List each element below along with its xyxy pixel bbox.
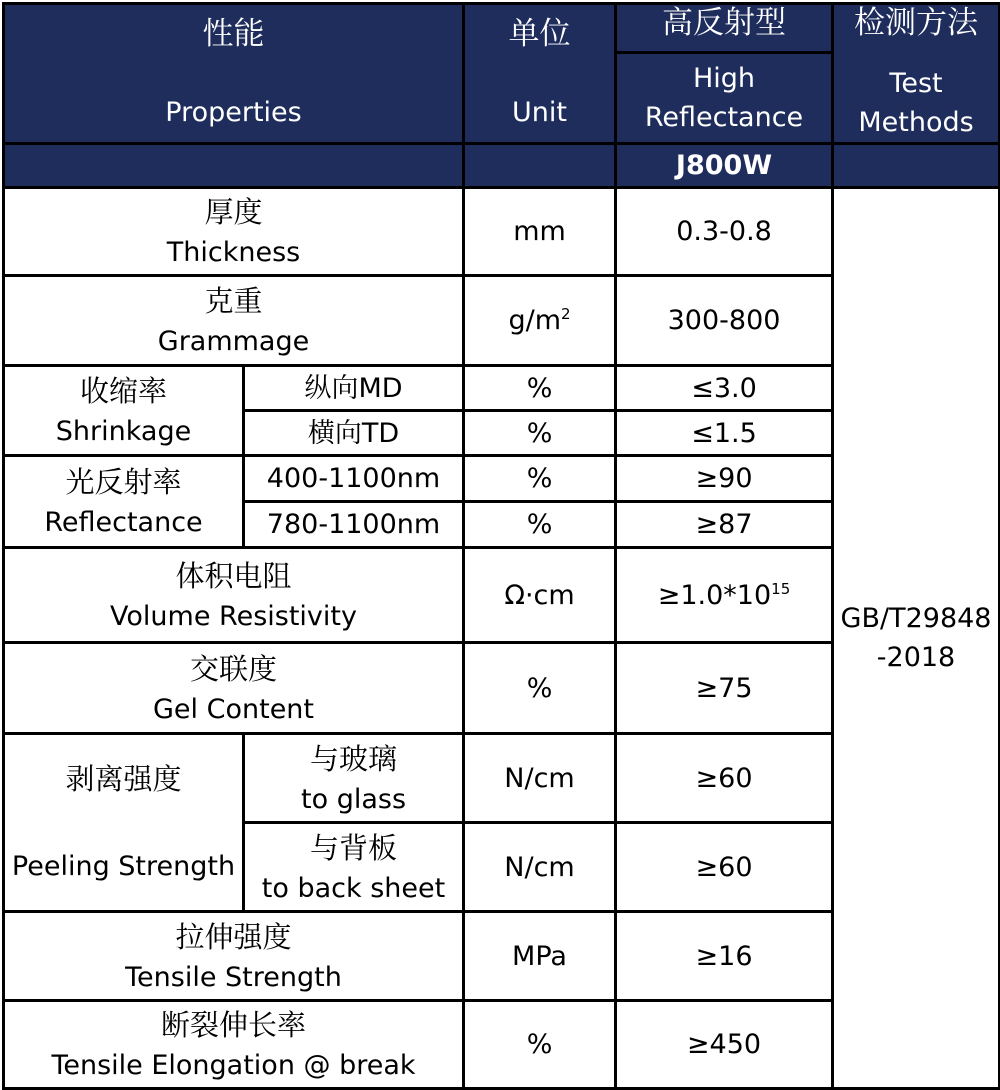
resistivity-value-base: ≥1.0*10	[657, 579, 772, 611]
shrinkage-cn: 收缩率	[79, 374, 167, 409]
reflectance-en: Reflectance	[44, 507, 203, 539]
peeling-glass-label	[244, 734, 464, 823]
peeling-backsheet-unit: N/cm	[464, 823, 616, 912]
elongation-en: Tensile Elongation @ break	[51, 1050, 416, 1082]
peeling-glass-value: ≥60	[616, 734, 833, 823]
header-grade-cn: 高反射型	[662, 5, 787, 41]
peeling-glass-cn: 与玻璃	[310, 741, 398, 776]
gel-en: Gel Content	[153, 693, 314, 725]
elongation-unit: %	[464, 1001, 616, 1089]
shrinkage-td-value: ≤1.5	[616, 411, 833, 456]
reflectance-r1-value: ≥90	[616, 456, 833, 502]
shrinkage-md-unit: %	[464, 366, 616, 411]
shrinkage-md-value: ≤3.0	[616, 366, 833, 411]
spec-table	[2, 2, 1000, 1090]
header-method	[833, 4, 1000, 144]
gel-unit: %	[464, 643, 616, 734]
grammage-en: Grammage	[157, 326, 310, 358]
header-unit-cn: 单位	[508, 15, 571, 52]
row-grammage-label	[4, 276, 464, 366]
peeling-en-cell	[4, 823, 244, 912]
row-elongation-label	[4, 1001, 464, 1089]
peeling-backsheet-cn: 与背板	[310, 830, 398, 865]
peeling-en: Peeling Strength	[11, 851, 236, 883]
header-properties	[4, 4, 464, 144]
header-product: J800W	[616, 144, 833, 188]
tensile-value: ≥16	[616, 912, 833, 1001]
header-grade-en2: Reflectance	[644, 102, 804, 134]
resistivity-value-sup: 15	[771, 579, 791, 598]
peeling-cn: 剥离强度	[65, 762, 182, 797]
shrinkage-td-label: 横向TD	[244, 411, 464, 456]
peeling-glass-unit: N/cm	[464, 734, 616, 823]
row-resistivity-label	[4, 548, 464, 643]
grammage-cn: 克重	[204, 284, 263, 319]
header-method-en1: Test	[889, 68, 943, 100]
grammage-unit	[464, 276, 616, 366]
header-unit	[464, 4, 616, 144]
header-blank-left	[4, 144, 464, 188]
resistivity-value	[616, 548, 833, 643]
peeling-backsheet-en: to back sheet	[261, 872, 446, 904]
thickness-en: Thickness	[166, 237, 301, 269]
thickness-cn: 厚度	[204, 195, 263, 230]
reflectance-r2-label: 780-1100nm	[244, 502, 464, 548]
header-blank-method	[833, 144, 1000, 188]
row-thickness-label	[4, 188, 464, 276]
thickness-unit: mm	[464, 188, 616, 276]
tensile-unit: MPa	[464, 912, 616, 1001]
shrinkage-td-unit: %	[464, 411, 616, 456]
tensile-en: Tensile Strength	[125, 961, 342, 993]
resistivity-en: Volume Resistivity	[110, 600, 357, 632]
row-reflectance-label	[4, 456, 244, 548]
shrinkage-md-label: 纵向MD	[244, 366, 464, 411]
gel-value: ≥75	[616, 643, 833, 734]
resistivity-cn: 体积电阻	[175, 558, 292, 593]
header-unit-en: Unit	[512, 96, 567, 128]
header-grade-en	[616, 52, 833, 144]
peeling-glass-en: to glass	[301, 783, 407, 815]
test-method-line2: -2018	[876, 642, 956, 674]
reflectance-r1-label: 400-1100nm	[244, 456, 464, 502]
elongation-value: ≥450	[616, 1001, 833, 1089]
peeling-backsheet-value: ≥60	[616, 823, 833, 912]
grammage-unit-base: g/m	[508, 305, 562, 337]
gel-cn: 交联度	[190, 651, 278, 686]
header-properties-en: Properties	[165, 96, 302, 128]
header-grade-en1: High	[692, 63, 756, 95]
elongation-cn: 断裂伸长率	[161, 1008, 307, 1043]
tensile-cn: 拉伸强度	[175, 919, 292, 954]
reflectance-r2-value: ≥87	[616, 502, 833, 548]
header-method-en2: Methods	[858, 107, 974, 139]
header-properties-cn: 性能	[202, 15, 265, 52]
test-method-line1: GB/T29848	[840, 603, 992, 635]
thickness-value: 0.3-0.8	[616, 188, 833, 276]
shrinkage-en: Shrinkage	[55, 416, 192, 448]
grammage-value: 300-800	[616, 276, 833, 366]
row-gel-label	[4, 643, 464, 734]
grammage-unit-sup: 2	[561, 305, 571, 324]
row-shrinkage-label	[4, 366, 244, 456]
test-method-cell	[833, 188, 1000, 1089]
peeling-backsheet-label	[244, 823, 464, 912]
row-tensile-label	[4, 912, 464, 1001]
reflectance-r2-unit: %	[464, 502, 616, 548]
peeling-cn-cell	[4, 734, 244, 823]
header-method-cn: 检测方法	[854, 5, 979, 41]
reflectance-r1-unit: %	[464, 456, 616, 502]
resistivity-unit: Ω·cm	[464, 548, 616, 643]
reflectance-cn: 光反射率	[65, 465, 182, 500]
header-grade	[616, 4, 833, 53]
header-blank-unit	[464, 144, 616, 188]
